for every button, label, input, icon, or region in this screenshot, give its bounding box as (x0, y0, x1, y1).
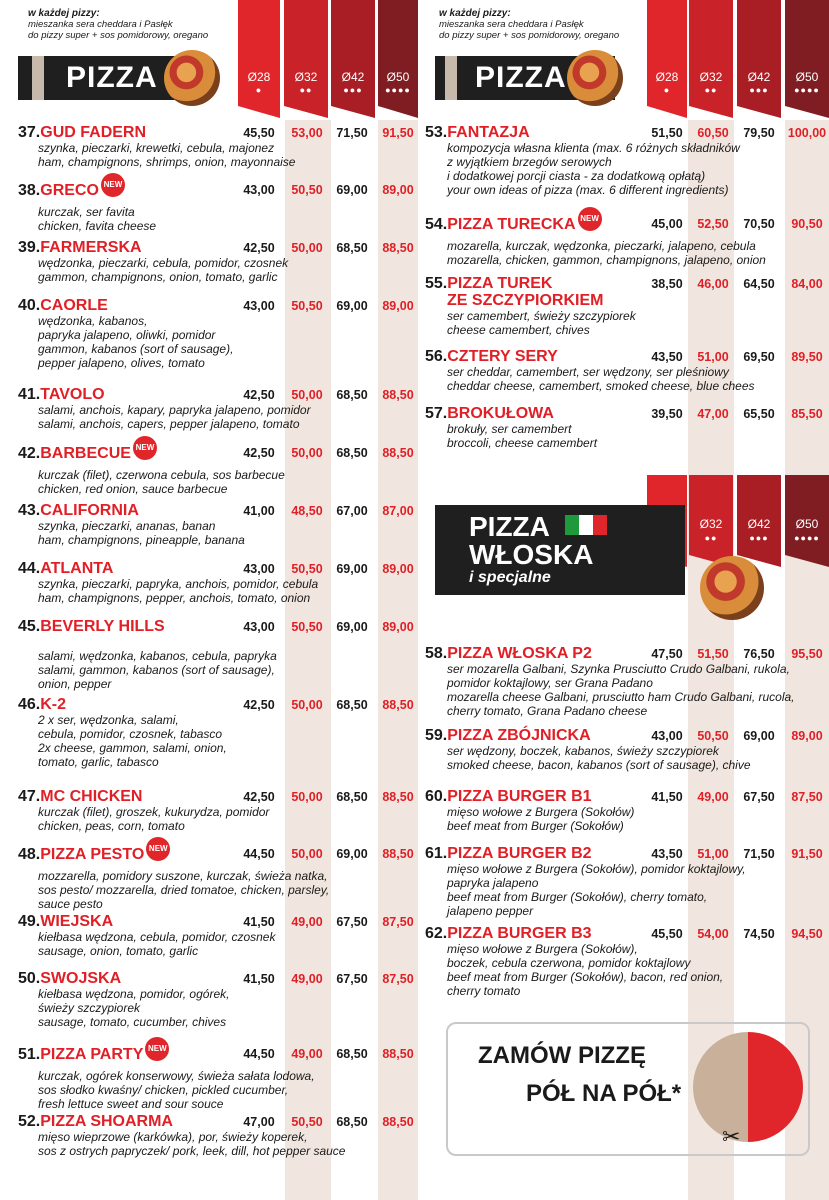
size-tab-32-right: Ø32 ●● (689, 0, 733, 106)
price-32: 51,50 (697, 647, 729, 661)
price-32: 50,50 (291, 562, 323, 576)
item-number: 49. (18, 913, 41, 930)
item-ingredients: wędzonka, pieczarki, cebula, pomidor, czosnek (38, 256, 289, 270)
item-ingredients: brokuły, ser camembert (447, 422, 572, 436)
item-number: 38. (18, 182, 41, 199)
item-ingredients: salami, wędzonka, kabanos, cebula, papryka (38, 649, 277, 663)
price-32: 53,00 (291, 126, 323, 140)
item-number: 52. (18, 1113, 41, 1130)
item-ingredients: boczek, cebula czerwona, pomidor koktajlowy (447, 956, 691, 970)
price-28: 42,50 (243, 698, 275, 712)
item-ingredients: fresh lettuce sweet and sour souce (38, 1097, 224, 1111)
item-ingredients: onion, pepper (38, 677, 112, 691)
item-number: 60. (425, 788, 448, 805)
item-title: PIZZA TUREK (447, 275, 553, 292)
item-title: PIZZA PARTY (40, 1046, 144, 1063)
item-ingredients: ham, champignons, pepper, anchois, tomato, onion (38, 591, 311, 605)
note-line1: mieszanka sera cheddara i Pasłęk (28, 19, 173, 30)
half-half-promo (446, 1022, 810, 1156)
item-ingredients: chicken, peas, corn, tomato (38, 819, 185, 833)
price-42: 70,50 (743, 217, 775, 231)
price-28: 41,00 (243, 504, 275, 518)
price-28: 41,50 (243, 972, 275, 986)
size-tab-50-wloska: Ø50 ●●●● (785, 475, 829, 555)
item-title: PIZZA TURECKA (447, 216, 576, 233)
price-42: 68,50 (336, 1115, 368, 1129)
price-50: 94,50 (791, 927, 823, 941)
promo-line2: PÓŁ NA PÓŁ* (526, 1080, 682, 1107)
price-28: 41,50 (243, 915, 275, 929)
price-50: 88,50 (382, 1115, 414, 1129)
price-28: 41,50 (651, 790, 683, 804)
size-tab-50: Ø50 ●●●● (378, 0, 418, 106)
item-ingredients: cheese camembert, chives (447, 323, 590, 337)
wloska-title-2: WŁOSKA (469, 539, 594, 570)
item-title: BARBECUE (40, 445, 131, 462)
price-32: 50,50 (291, 620, 323, 634)
price-50: 91,50 (791, 847, 823, 861)
item-ingredients: kompozycja własna klienta (max. 6 różnych składników (447, 141, 740, 155)
item-ingredients: beef meat from Burger (Sokołów), bacon, red onion, (447, 970, 724, 984)
price-32: 49,00 (697, 790, 729, 804)
item-ingredients: mozarella, chicken, gammon, champignons, jalapeno, onion (447, 253, 766, 267)
item-ingredients: sos słodko kwaśny/ chicken, pickled cucumber, (38, 1083, 289, 1097)
price-28: 47,00 (243, 1115, 275, 1129)
item-ingredients: salami, anchois, capers, pepper jalapeno, tomato (38, 417, 300, 431)
item-ingredients: mięso wołowe z Burgera (Sokołów), (447, 942, 638, 956)
price-28: 42,50 (243, 388, 275, 402)
item-title: BEVERLY HILLS (40, 618, 165, 635)
price-28: 43,00 (243, 562, 275, 576)
price-28: 43,50 (651, 847, 683, 861)
note-line2: do pizzy super + sos pomidorowy, oregano (28, 30, 209, 41)
price-50: 87,00 (382, 504, 414, 518)
item-title: GRECO (40, 182, 99, 199)
item-ingredients: szynka, pieczarki, ananas, banan (38, 519, 216, 533)
item-number: 57. (425, 405, 448, 422)
item-ingredients: ser cheddar, camembert, ser wędzony, ser pleśniowy (447, 365, 729, 379)
item-title: FARMERSKA (40, 239, 142, 256)
item-title: ATLANTA (40, 560, 114, 577)
item-title: WIEJSKA (40, 913, 114, 930)
price-42: 68,50 (336, 698, 368, 712)
item-title: PIZZA BURGER B2 (447, 845, 592, 862)
item-ingredients: pepper jalapeno, olives, tomato (38, 356, 205, 370)
price-50: 88,50 (382, 388, 414, 402)
item-ingredients: ser wędzony, boczek, kabanos, świeży szczypiorek (447, 744, 719, 758)
size-tab-50-right: Ø50 ●●●● (785, 0, 829, 106)
item-number: 45. (18, 618, 41, 635)
half-pizza-icon (693, 1032, 803, 1142)
note-title: w każdej pizzy: (28, 8, 100, 19)
price-32: 48,50 (291, 504, 323, 518)
item-ingredients: mięso wieprzowe (karkówka), por, świeży koperek, (38, 1130, 308, 1144)
price-50: 95,50 (791, 647, 823, 661)
price-32: 54,00 (697, 927, 729, 941)
item-title: CAORLE (40, 297, 108, 314)
item-ingredients: tomato, garlic, tabasco (38, 755, 159, 769)
item-number: 56. (425, 348, 448, 365)
item-title: GUD FADERN (40, 124, 147, 141)
item-number: 43. (18, 502, 41, 519)
price-32: 60,50 (697, 126, 729, 140)
size-tab-42-right: Ø42 ●●● (737, 0, 781, 106)
price-50: 84,00 (791, 277, 823, 291)
size-tab-32: Ø32 ●● (284, 0, 328, 106)
item-number: 41. (18, 386, 41, 403)
price-32: 47,00 (697, 407, 729, 421)
price-28: 43,00 (651, 729, 683, 743)
price-32: 50,00 (291, 847, 323, 861)
item-ingredients: jalapeno pepper (447, 904, 534, 918)
price-32: 50,50 (697, 729, 729, 743)
price-28: 47,50 (651, 647, 683, 661)
price-32: 51,00 (697, 847, 729, 861)
price-28: 38,50 (651, 277, 683, 291)
item-number: 48. (18, 846, 41, 863)
section-title: PIZZA (66, 61, 158, 94)
item-ingredients: sauce pesto (38, 897, 103, 911)
price-42: 76,50 (743, 647, 775, 661)
item-number: 59. (425, 727, 448, 744)
item-ingredients: salami, anchois, kapary, papryka jalapeno, pomidor (38, 403, 311, 417)
price-42: 69,00 (336, 847, 368, 861)
item-ingredients: z wyjątkiem brzegów serowych (447, 155, 612, 169)
scissors-icon: ✂ (722, 1124, 741, 1149)
wloska-banner (435, 505, 685, 595)
price-28: 43,50 (651, 350, 683, 364)
price-50: 88,50 (382, 241, 414, 255)
item-ingredients: mozarella cheese Galbani, prusciutto ham Crudo Galbani, rucola, (447, 690, 795, 704)
price-50: 88,50 (382, 446, 414, 460)
price-42: 69,00 (336, 562, 368, 576)
pizza-image-right (567, 50, 623, 106)
price-28: 43,00 (243, 620, 275, 634)
item-title: PIZZA SHOARMA (40, 1113, 173, 1130)
price-28: 42,50 (243, 790, 275, 804)
price-32: 50,50 (291, 1115, 323, 1129)
price-50: 89,00 (791, 729, 823, 743)
price-50: 87,50 (382, 972, 414, 986)
price-28: 42,50 (243, 241, 275, 255)
price-32: 49,00 (291, 915, 323, 929)
price-28: 45,00 (651, 217, 683, 231)
item-ingredients: 2x cheese, gammon, salami, onion, (38, 741, 227, 755)
item-ingredients: beef meat from Burger (Sokołów), cherry tomato, (447, 890, 708, 904)
item-ingredients: salami, gammon, kabanos (sort of sausage), (38, 663, 275, 677)
item-ingredients: chicken, favita cheese (38, 219, 157, 233)
item-ingredients: gammon, champignons, onion, tomato, garlic (38, 270, 278, 284)
item-ingredients: chicken, red onion, sauce barbecue (38, 482, 228, 496)
item-title: CZTERY SERY (447, 348, 558, 365)
item-ingredients: kurczak (filet), czerwona cebula, sos barbecue (38, 468, 285, 482)
price-42: 68,50 (336, 388, 368, 402)
new-badge: NEW (133, 436, 157, 460)
price-50: 89,00 (382, 299, 414, 313)
price-32: 52,50 (697, 217, 729, 231)
item-title: K-2 (40, 696, 67, 713)
item-ingredients: mięso wołowe z Burgera (Sokołów), pomidor koktajlowy, (447, 862, 746, 876)
item-number: 61. (425, 845, 448, 862)
item-ingredients: kiełbasa wędzona, cebula, pomidor, czosnek (38, 930, 276, 944)
price-50: 88,50 (382, 790, 414, 804)
item-ingredients: mięso wołowe z Burgera (Sokołów) (447, 805, 635, 819)
item-number: 39. (18, 239, 41, 256)
item-ingredients: your own ideas of pizza (max. 6 different ingredients) (447, 183, 729, 197)
price-42: 74,50 (743, 927, 775, 941)
price-42: 67,00 (336, 504, 368, 518)
section-banner-right: PIZZA (435, 56, 615, 100)
item-title: BROKUŁOWA (447, 405, 554, 422)
price-28: 43,00 (243, 299, 275, 313)
item-ingredients: ham, champignons, pineapple, banana (38, 533, 245, 547)
item-ingredients: papryka jalapeno, oliwki, pomidor (38, 328, 216, 342)
price-50: 91,50 (382, 126, 414, 140)
price-50: 87,50 (382, 915, 414, 929)
price-42: 67,50 (336, 915, 368, 929)
item-ingredients: sos z ostrych papryczek/ pork, leek, dill, hot pepper sauce (38, 1144, 346, 1158)
price-50: 89,00 (382, 620, 414, 634)
item-ingredients: świeży szczypiorek (38, 1001, 141, 1015)
price-32: 50,00 (291, 388, 323, 402)
item-title: FANTAZJA (447, 124, 530, 141)
item-ingredients: mozzarella, pomidory suszone, kurczak, świeża natka, (38, 869, 328, 883)
price-42: 68,50 (336, 790, 368, 804)
item-ingredients: sausage, onion, tomato, garlic (38, 944, 199, 958)
wloska-title-1: PIZZA (469, 511, 550, 542)
price-32: 51,00 (697, 350, 729, 364)
price-42: 67,50 (743, 790, 775, 804)
price-50: 100,00 (787, 126, 827, 140)
item-ingredients: sausage, tomato, cucumber, chives (38, 1015, 227, 1029)
item-number: 54. (425, 216, 448, 233)
item-ingredients: cherry tomato, Grana Padano cheese (447, 704, 648, 718)
price-32: 50,50 (291, 183, 323, 197)
size-tab-28: Ø28 ● (238, 0, 280, 106)
right-menu-column (415, 0, 829, 1200)
item-ingredients: szynka, pieczarki, papryka, anchois, pomidor, cebula (38, 577, 319, 591)
size-tab-28-right: Ø28 ● (647, 0, 687, 106)
price-42: 68,50 (336, 1047, 368, 1061)
item-ingredients: ser mozarella Galbani, Szynka Prusciutto Crudo Galbani, rukola, (447, 662, 790, 676)
item-ingredients: kurczak, ser favita (38, 205, 135, 219)
item-ingredients: cheddar cheese, camembert, smoked cheese, blue chees (447, 379, 755, 393)
size-tab-42-wloska: Ø42 ●●● (737, 475, 781, 555)
item-ingredients: kurczak (filet), groszek, kukurydza, pomidor (38, 805, 270, 819)
price-50: 90,50 (791, 217, 823, 231)
item-number: 55. (425, 275, 448, 292)
price-50: 89,00 (382, 183, 414, 197)
item-number: 46. (18, 696, 41, 713)
item-ingredients: kurczak, ogórek konserwowy, świeża sałata lodowa, (38, 1069, 315, 1083)
price-42: 69,00 (336, 183, 368, 197)
price-50: 88,50 (382, 698, 414, 712)
new-badge: NEW (578, 207, 602, 231)
item-title: PIZZA WŁOSKA P2 (447, 645, 592, 662)
price-42: 69,00 (336, 620, 368, 634)
item-ingredients: i dodatkowej porcji ciasta - za dodatkową opłatą) (447, 169, 706, 183)
item-title: MC CHICKEN (40, 788, 143, 805)
wloska-subtitle: i specjalne (469, 569, 551, 586)
price-50: 89,00 (382, 562, 414, 576)
promo-line1: ZAMÓW PIZZĘ (478, 1042, 646, 1069)
item-ingredients (38, 635, 418, 649)
price-42: 71,50 (336, 126, 368, 140)
item-number: 44. (18, 560, 41, 577)
price-32: 49,00 (291, 972, 323, 986)
price-28: 43,00 (243, 183, 275, 197)
item-title: SWOJSKA (40, 970, 122, 987)
item-number: 47. (18, 788, 41, 805)
price-42: 69,50 (743, 350, 775, 364)
price-28: 45,50 (651, 927, 683, 941)
item-ingredients: smoked cheese, bacon, kabanos (sort of sausage), chive (447, 758, 751, 772)
price-42: 64,50 (743, 277, 775, 291)
item-title-2: ZE SZCZYPIORKIEM (447, 292, 604, 309)
price-42: 69,00 (743, 729, 775, 743)
item-ingredients: cherry tomato (447, 984, 521, 998)
price-32: 50,00 (291, 446, 323, 460)
price-42: 68,50 (336, 446, 368, 460)
price-28: 44,50 (243, 847, 275, 861)
price-32: 50,00 (291, 241, 323, 255)
item-number: 58. (425, 645, 448, 662)
price-32: 46,00 (697, 277, 729, 291)
item-ingredients: papryka jalapeno (447, 876, 539, 890)
item-ingredients: pomidor koktajlowy, ser Grana Padano (447, 676, 653, 690)
item-number: 62. (425, 925, 448, 942)
left-menu-column (0, 0, 414, 1200)
price-28: 39,50 (651, 407, 683, 421)
item-ingredients: broccoli, cheese camembert (447, 436, 598, 450)
price-50: 89,50 (791, 350, 823, 364)
price-42: 67,50 (336, 972, 368, 986)
size-tab-32-wloska: Ø32 ●● (689, 475, 733, 555)
item-number: 40. (18, 297, 41, 314)
item-number: 51. (18, 1046, 41, 1063)
price-50: 87,50 (791, 790, 823, 804)
price-42: 65,50 (743, 407, 775, 421)
item-ingredients: ser camembert, świeży szczypiorek (447, 309, 636, 323)
price-50: 85,50 (791, 407, 823, 421)
new-badge: NEW (101, 173, 125, 197)
item-ingredients: mozarella, kurczak, wędzonka, pieczarki, jalapeno, cebula (447, 239, 756, 253)
included-note-right: w każdej pizzy: mieszanka sera cheddara i Pasłęk do pizzy super + sos pomidorowy, oregano (439, 8, 620, 41)
price-32: 50,50 (291, 299, 323, 313)
item-title: CALIFORNIA (40, 502, 139, 519)
pizza-image (164, 50, 220, 106)
price-32: 49,00 (291, 1047, 323, 1061)
included-note (28, 8, 208, 41)
item-title: TAVOLO (40, 386, 105, 403)
item-title: PIZZA BURGER B3 (447, 925, 592, 942)
item-ingredients: beef meat from Burger (Sokołów) (447, 819, 624, 833)
price-50: 88,50 (382, 847, 414, 861)
item-number: 37. (18, 124, 41, 141)
item-number: 50. (18, 970, 41, 987)
pizza-image-wloska (700, 556, 764, 620)
price-28: 51,50 (651, 126, 683, 140)
item-ingredients: kiełbasa wędzona, pomidor, ogórek, (38, 987, 230, 1001)
price-28: 44,50 (243, 1047, 275, 1061)
size-tab-42: Ø42 ●●● (331, 0, 375, 106)
item-ingredients: ham, champignons, shrimps, onion, mayonnaise (38, 155, 296, 169)
item-ingredients: wędzonka, kabanos, (38, 314, 148, 328)
price-28: 45,50 (243, 126, 275, 140)
price-32: 50,00 (291, 790, 323, 804)
price-42: 79,50 (743, 126, 775, 140)
item-title: PIZZA PESTO (40, 846, 145, 863)
item-number: 53. (425, 124, 448, 141)
item-ingredients: sos pesto/ mozzarella, dried tomatoe, chicken, parsley, (38, 883, 330, 897)
new-badge: NEW (145, 1037, 169, 1061)
item-title: PIZZA BURGER B1 (447, 788, 592, 805)
item-title: PIZZA ZBÓJNICKA (447, 727, 591, 744)
price-42: 69,00 (336, 299, 368, 313)
item-number: 42. (18, 445, 41, 462)
item-ingredients: cebula, pomidor, czosnek, tabasco (38, 727, 223, 741)
price-42: 71,50 (743, 847, 775, 861)
item-ingredients: 2 x ser, wędzonka, salami, (38, 713, 179, 727)
price-50: 88,50 (382, 1047, 414, 1061)
item-ingredients: szynka, pieczarki, krewetki, cebula, majonez (38, 141, 275, 155)
item-ingredients: gammon, kabanos (sort of sausage), (38, 342, 234, 356)
price-28: 42,50 (243, 446, 275, 460)
price-42: 68,50 (336, 241, 368, 255)
new-badge: NEW (146, 837, 170, 861)
italian-flag-icon (565, 515, 607, 535)
price-32: 50,00 (291, 698, 323, 712)
